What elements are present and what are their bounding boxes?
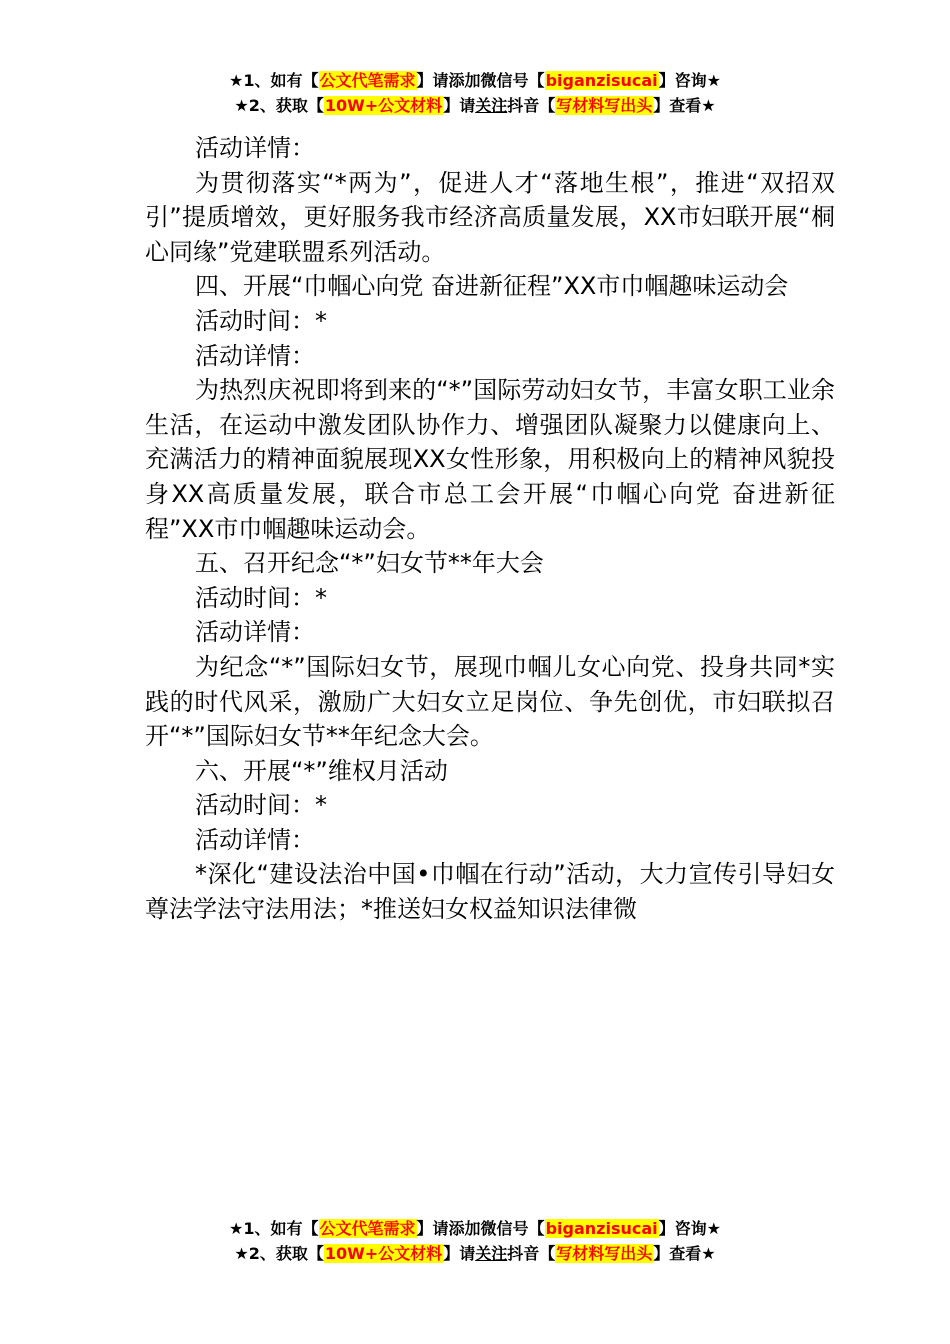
banner-highlight: biganzisucai (545, 71, 658, 90)
paragraph: 为热烈庆祝即将到来的“*”国际劳动妇女节，丰富女职工业余生活，在运动中激发团队协作力、增强团队凝聚力以健康向上、充满活力的精神面貌展现XX女性形象，用积极向上的精神风貌投身XX高质量发展，联合市总工会开展“巾帼心向党 奋进新征程”XX市巾帼趣味运动会。 (145, 376, 835, 543)
banner-highlight: 写材料写出头 (556, 1244, 653, 1263)
paragraph: 活动时间：* (195, 306, 327, 335)
banner-line-1: ★1、如有【公文代笔需求】请添加微信号【biganzisucai】咨询★ (229, 1219, 721, 1238)
paragraph: 活动详情： (195, 618, 315, 647)
paragraph: 为纪念“*”国际妇女节，展现巾帼儿女心向党、投身共同*实践的时代风采，激励广大妇女立足岗位、争先创优，市妇联拟召开“*”国际妇女节**年纪念大会。 (145, 652, 835, 751)
footer-banner (0, 1216, 950, 1266)
banner-highlight: biganzisucai (545, 1219, 658, 1238)
header-banner (0, 68, 950, 118)
paragraph: 活动详情： (195, 134, 315, 162)
banner-line-1: ★1、如有【公文代笔需求】请添加微信号【biganzisucai】咨询★ (229, 71, 721, 90)
banner-line-2: ★2、获取【10W+公文材料】请关注抖音【写材料写出头】查看★ (234, 96, 716, 115)
paragraph: 活动详情： (195, 341, 315, 370)
banner-highlight: 10W+公文材料 (324, 96, 443, 115)
paragraph: 活动时间：* (195, 583, 327, 612)
section-heading: 六、开展“*”维权月活动 (195, 756, 448, 785)
document-body (145, 131, 835, 927)
banner-highlight: 公文代笔需求 (319, 71, 416, 90)
banner-line-2: ★2、获取【10W+公文材料】请关注抖音【写材料写出头】查看★ (234, 1244, 716, 1263)
paragraph: 活动详情： (195, 825, 315, 854)
paragraph: 活动时间：* (195, 791, 327, 820)
section-heading: 五、召开纪念“*”妇女节**年大会 (195, 549, 544, 578)
banner-highlight: 写材料写出头 (556, 96, 653, 115)
paragraph: *深化“建设法治中国•巾帼在行动”活动，大力宣传引导妇女尊法学法守法用法；*推送妇女权益知识法律微 (145, 860, 835, 924)
section-heading: 四、开展“巾帼心向党 奋进新征程”XX市巾帼趣味运动会 (195, 272, 789, 301)
banner-highlight: 10W+公文材料 (324, 1244, 443, 1263)
paragraph: 为贯彻落实“*两为”，促进人才“落地生根”，推进“双招双引”提质增效，更好服务我市经济高质量发展，XX市妇联开展“桐心同缘”党建联盟系列活动。 (145, 168, 835, 266)
banner-highlight: 公文代笔需求 (319, 1219, 416, 1238)
